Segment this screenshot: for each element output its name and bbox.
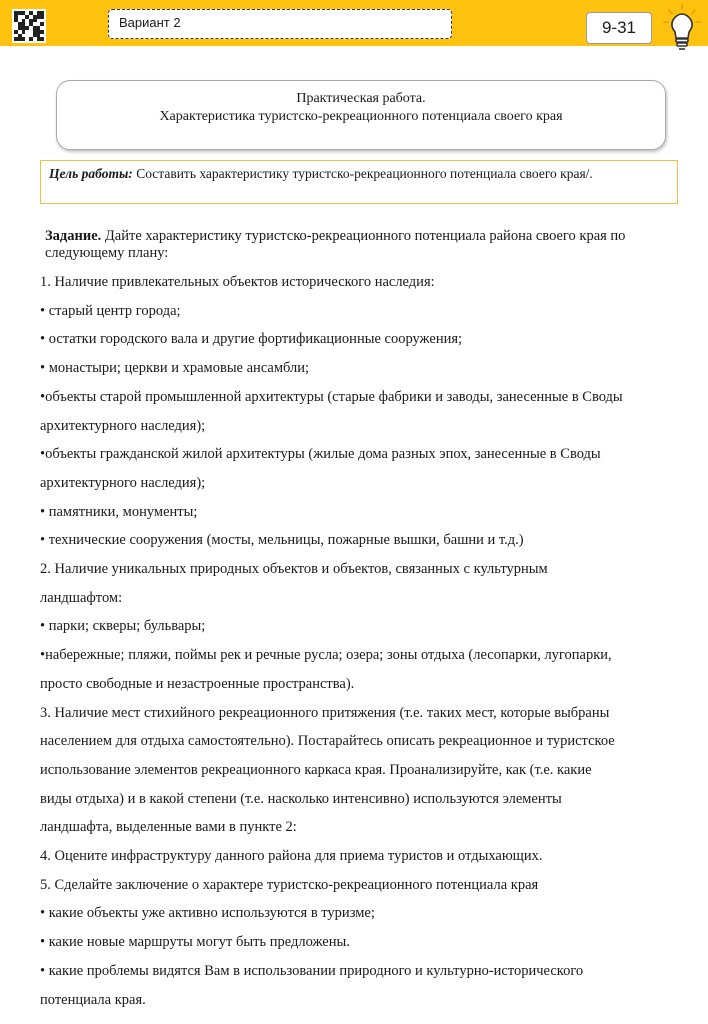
title-box xyxy=(56,80,666,150)
task-line: 1. Наличие привлекательных объектов исторического наследия: xyxy=(40,274,435,290)
lightbulb-icon xyxy=(662,2,702,52)
task-line: • какие проблемы видятся Вам в использовании природного и культурно-исторического xyxy=(40,962,584,979)
task-line: 3. Наличие мест стихийного рекреационного притяжения (т.е. таких мест, которые выбраны xyxy=(40,704,610,721)
task-line: ландшафта, выделенные вами в пункте 2: xyxy=(40,819,297,836)
task-line: использование элементов рекреационного каркаса края. Проанализируйте, как (т.е. какие xyxy=(40,761,592,778)
task-text: Дайте характеристику туристско-рекреационного потенциала района своего края по следующему плану: xyxy=(45,228,626,261)
task-line: • парки; скверы; бульвары; xyxy=(40,618,206,635)
task-line: • остатки городского вала и другие фортификационные сооружения; xyxy=(40,331,463,348)
task-line: •объекты старой промышленной архитектуры (старые фабрики и заводы, занесенные в Своды xyxy=(40,388,623,405)
task-line: 4. Оцените инфраструктуру данного района для приема туристов и отдыхающих. xyxy=(40,848,543,865)
task-line: населением для отдыха самостоятельно). Постарайтесь описать рекреационное и туристское xyxy=(40,733,615,750)
goal-box xyxy=(40,160,678,204)
task-line: архитектурного наследия); xyxy=(40,474,206,491)
goal-text: Составить характеристику туристско-рекреационного потенциала своего края/. xyxy=(132,166,593,181)
task-line: 2. Наличие уникальных природных объектов и объектов, связанных с культурным xyxy=(40,561,548,578)
task-line: •набережные; пляжи, поймы рек и речные русла; озера; зоны отдыха (лесопарки, лугопарки, xyxy=(40,647,612,664)
qr-code-icon xyxy=(12,9,46,43)
task-line: •объекты гражданской жилой архитектуры (жилые дома разных эпох, занесенные в Своды xyxy=(40,446,601,463)
task-line: ландшафтом: xyxy=(40,589,123,606)
task-line: • монастыри; церкви и храмовые ансамбли; xyxy=(40,360,310,377)
task-line: • старый центр города; xyxy=(40,302,181,319)
task-line: просто свободные и незастроенные пространства). xyxy=(40,675,355,692)
task-line: • памятники, монументы; xyxy=(40,503,198,520)
variant-label: Вариант 2 xyxy=(108,9,452,39)
title-line-1: Практическая работа. xyxy=(296,91,426,106)
task-line: потенциала края. xyxy=(40,991,146,1008)
title-line-2: Характеристика туристско-рекреационного потенциала своего края xyxy=(159,109,563,124)
task-label: Задание. xyxy=(45,228,102,244)
goal-label: Цель работы: xyxy=(49,166,133,181)
task-line: архитектурного наследия); xyxy=(40,417,206,434)
task-intro xyxy=(40,228,680,262)
header-bar xyxy=(0,0,708,46)
task-line: 5. Сделайте заключение о характере туристско-рекреационного потенциала края xyxy=(40,876,539,893)
task-line: виды отдыха) и в какой степени (т.е. насколько интенсивно) используются элементы xyxy=(40,790,562,807)
task-lines xyxy=(40,268,680,1014)
task-content xyxy=(40,228,680,1014)
task-line: • какие объекты уже активно используются в туризме; xyxy=(40,905,375,922)
page-code: 9-31 xyxy=(586,12,652,44)
task-line: • технические сооружения (мосты, мельницы, пожарные вышки, башни и т.д.) xyxy=(40,532,524,549)
task-line: • какие новые маршруты могут быть предложены. xyxy=(40,934,350,951)
